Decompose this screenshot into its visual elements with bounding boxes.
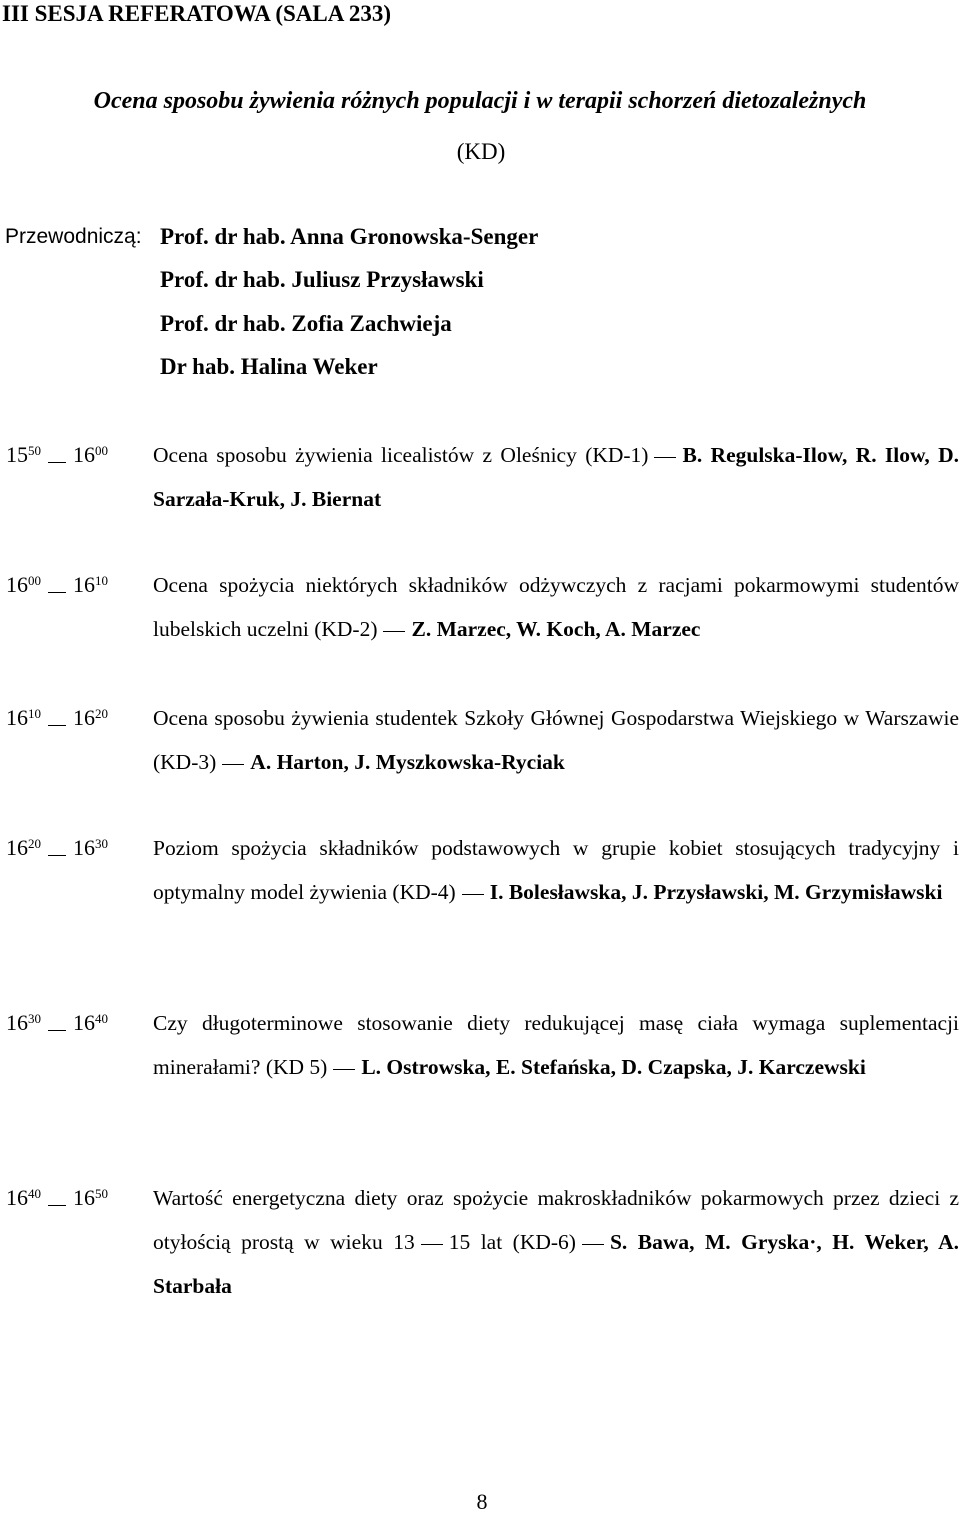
page-number: 8: [476, 1489, 488, 1514]
talk-entry: [153, 1001, 959, 1089]
talk-entry: [153, 563, 959, 651]
talk-time: $16^{10}$ $16^{20}$: [6, 705, 108, 730]
talk-authors: I. Bolesławska, J. Przysławski, M. Grzymisławski: [489, 880, 943, 904]
session-topic: Ocena sposobu żywienia różnych populacji i w terapii schorzeń dietozależnych: [93, 88, 867, 114]
talk-entry: [153, 1176, 959, 1308]
session-code: (KD): [456, 139, 506, 164]
talk-title: Poziom spożycia składników podstawowych w grupie kobiet stosujących tradycyjny i optymalny model żywienia (KD-4): [153, 836, 959, 904]
chair-1: Prof. dr hab. Anna Gronowska-Senger: [160, 224, 539, 249]
talk-authors: L. Ostrowska, E. Stefańska, D. Czapska, J. Karczewski: [361, 1055, 866, 1079]
chair-2: Prof. dr hab. Juliusz Przysławski: [160, 267, 484, 292]
chair-3: Prof. dr hab. Zofia Zachwieja: [160, 311, 452, 336]
talk-entry: [153, 826, 959, 914]
talk-time: $16^{00}$ $16^{10}$: [6, 572, 108, 597]
chairs-label: Przewodniczą:: [5, 225, 142, 248]
talk-title: Czy długoterminowe stosowanie diety redukującej masę ciała wymaga suplementacji minerałami? (KD 5): [153, 1011, 959, 1079]
talk-authors: A. Harton, J. Myszkowska-Ryciak: [250, 750, 565, 774]
talk-time: $15^{50}$ $16^{00}$: [6, 442, 108, 467]
talk-title: Ocena spożycia niektórych składników odżywczych z racjami pokarmowymi studentów lubelskich uczelni (KD-2): [153, 573, 959, 641]
session-heading: III SESJA REFERATOWA (SALA 233): [2, 1, 391, 26]
talk-time: $16^{40}$ $16^{50}$: [6, 1185, 108, 1210]
talk-authors: S. Bawa, M. Gryska·, H. Weker, A. Starbała: [153, 1230, 959, 1298]
talk-entry: [153, 433, 959, 521]
talk-title: Wartość energetyczna diety oraz spożycie makroskładników pokarmowych przez dzieci z otyłością prostą w wieku 13: [153, 1186, 959, 1254]
talk-time: $16^{20}$ $16^{30}$: [6, 835, 108, 860]
talk-title: Ocena sposobu żywienia licealistów z Oleśnicy (KD-1): [153, 443, 649, 467]
talk-authors: B. Regulska-Ilow, R. Ilow, D. Sarzała-Kruk, J. Biernat: [153, 443, 959, 511]
talk-time: $16^{30}$ $16^{40}$: [6, 1010, 108, 1035]
talk-entry: [153, 696, 959, 784]
talk-title: Ocena sposobu żywienia studentek Szkoły Głównej Gospodarstwa Wiejskiego w Warszawie (KD-3): [153, 706, 959, 774]
chair-4: Dr hab. Halina Weker: [160, 354, 378, 379]
talk-title-tail: 15 lat (KD-6): [448, 1230, 576, 1254]
talk-authors: Z. Marzec, W. Koch, A. Marzec: [411, 617, 701, 641]
